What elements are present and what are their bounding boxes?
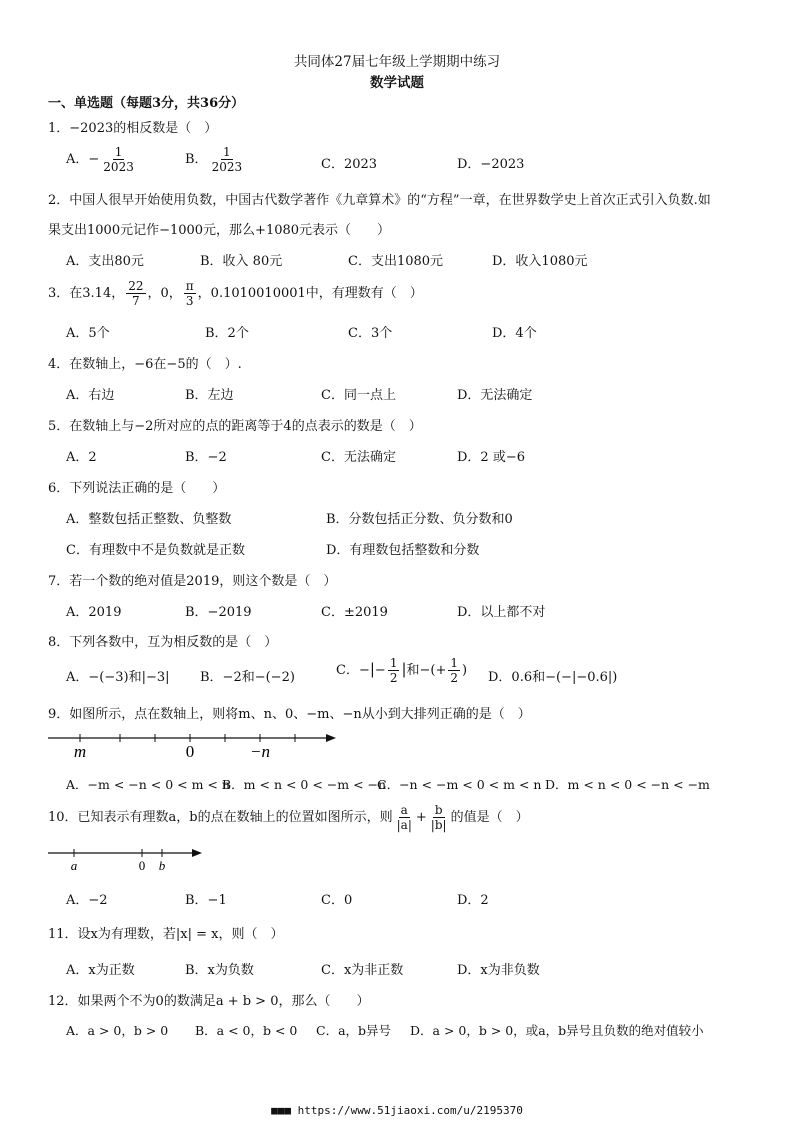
q6-option-d: D．有理数包括整数和分数: [326, 543, 480, 558]
q3-stem: 3．在3.14， $\frac{22}{7}$ ，0， $\frac{\pi}{3}$ ，0.1010010001中，有理数有（ ）: [48, 279, 423, 308]
q10-option-a: A．−2: [66, 893, 108, 908]
q6-option-c: C．有理数中不是负数就是正数: [66, 543, 245, 558]
q8-option-a: A．−(−3)和|−3|: [66, 670, 170, 685]
q10-option-d: D．2: [457, 893, 489, 908]
q4-option-a: A．右边: [66, 388, 115, 403]
q6-option-a: A．整数包括正整数、负整数: [66, 512, 232, 527]
q6-stem: 6．下列说法正确的是（ ）: [48, 481, 226, 496]
q7-option-b: B．−2019: [185, 605, 252, 620]
q4-option-c: C．同一点上: [321, 388, 396, 403]
q11-stem: 11．设x为有理数，若|x| = x，则（ ）: [48, 927, 284, 942]
q9-label-zero: 0: [185, 742, 195, 761]
q10-number-line: [44, 845, 214, 873]
q1-stem: 1．−2023的相反数是（ ）: [48, 121, 218, 136]
q1-option-a: A．− $\frac{1}{2023}$: [66, 145, 134, 174]
q6-option-b: B．分数包括正分数、负分数和0: [326, 512, 513, 527]
q10-axis-arrow: [192, 849, 202, 857]
q11-option-b: B．x为负数: [185, 963, 254, 978]
q9-option-d: D．m < n < 0 < −n < −m: [545, 777, 710, 792]
q2-stem-line1: 2．中国人很早开始使用负数，中国古代数学著作《九章算术》的“方程”一章，在世界数学史上首次正式引入负数.如: [48, 193, 711, 208]
q9-label-m: m: [73, 742, 87, 761]
q11-option-d: D．x为非负数: [457, 963, 540, 978]
q10-option-c: C．0: [321, 893, 353, 908]
q3-option-c: C．3个: [348, 326, 393, 341]
q9-label-neg-n: −n: [250, 742, 270, 761]
q8-option-b: B．−2和−(−2): [200, 670, 295, 685]
q2-option-a: A．支出80元: [66, 254, 144, 269]
q9-number-line: [44, 728, 344, 762]
q9-option-b: B．m < n < 0 < −m < −n: [222, 777, 387, 792]
q10-label-b: b: [158, 858, 166, 873]
q11-option-c: C．x为非正数: [321, 963, 404, 978]
q9-axis-arrow: [326, 734, 336, 742]
q1-option-d: D．−2023: [457, 157, 525, 172]
q5-option-b: B．−2: [185, 450, 227, 465]
q2-stem-line2: 果支出1000元记作−1000元，那么+1080元表示（ ）: [48, 223, 391, 238]
q2-option-c: C．支出1080元: [348, 254, 444, 269]
q1-option-b: B． $\frac{1}{2023}$: [185, 145, 243, 174]
q12-option-c: C．a，b异号: [316, 1023, 392, 1038]
q12-option-a: A．a > 0，b > 0: [66, 1023, 169, 1038]
q3-option-b: B．2个: [205, 326, 249, 341]
q5-option-a: A．2: [66, 450, 97, 465]
exam-title: 共同体27届七年级上学期期中练习: [293, 54, 501, 70]
q5-stem: 5．在数轴上与−2所对应的点的距离等于4的点表示的数是（ ）: [48, 419, 422, 434]
q12-option-b: B．a < 0，b < 0: [195, 1023, 298, 1038]
q9-option-a: A．−m < −n < 0 < m < n: [66, 777, 230, 792]
q5-option-c: C．无法确定: [321, 450, 396, 465]
q8-stem: 8．下列各数中，互为相反数的是（ ）: [48, 635, 278, 650]
q10-label-a: a: [70, 858, 78, 873]
q5-option-d: D．2 或−6: [457, 450, 525, 465]
q10-stem: 10．已知表示有理数a，b的点在数轴上的位置如图所示，则 $\frac{a}{|a|}$ + $\frac{b}{|b|}$ 的值是（ ）: [48, 803, 529, 832]
q12-option-d: D．a > 0，b > 0，或a，b异号且负数的绝对值较小: [410, 1023, 704, 1038]
q9-option-c: C．−n < −m < 0 < m < n: [377, 777, 542, 792]
section-heading: 一、单选题（每题3分，共36分）: [48, 96, 245, 111]
q7-stem: 7．若一个数的绝对值是2019，则这个数是（ ）: [48, 574, 337, 589]
q8-option-d: D．0.6和−(−|−0.6|): [488, 670, 618, 685]
q2-option-b: B．收入 80元: [200, 254, 283, 269]
q7-option-c: C．±2019: [321, 605, 388, 620]
q4-option-b: B．左边: [185, 388, 234, 403]
q7-option-a: A．2019: [66, 605, 122, 620]
q1-option-c: C．2023: [321, 157, 378, 172]
q3-option-d: D．4个: [492, 326, 537, 341]
q12-stem: 12．如果两个不为0的数满足a + b > 0，那么（ ）: [48, 994, 370, 1009]
q9-stem: 9．如图所示，点在数轴上，则将m、n、0、−m、−n从小到大排列正确的是（ ）: [48, 707, 531, 722]
q10-label-zero: 0: [138, 858, 146, 873]
q4-option-d: D．无法确定: [457, 388, 533, 403]
q4-stem: 4．在数轴上，−6在−5的（ ）.: [48, 357, 242, 372]
exam-subtitle: 数学试题: [370, 75, 424, 91]
footer-link[interactable]: ■■■ https://www.51jiaoxi.com/u/2195370: [271, 1104, 523, 1117]
q11-option-a: A．x为正数: [66, 963, 135, 978]
q3-option-a: A．5个: [66, 326, 110, 341]
q7-option-d: D．以上都不对: [457, 605, 546, 620]
q2-option-d: D．收入1080元: [492, 254, 588, 269]
q10-option-b: B．−1: [185, 893, 227, 908]
q8-option-c: C．−|− $\frac{1}{2}$ |和−(+ $\frac{1}{2}$ ): [336, 656, 468, 685]
